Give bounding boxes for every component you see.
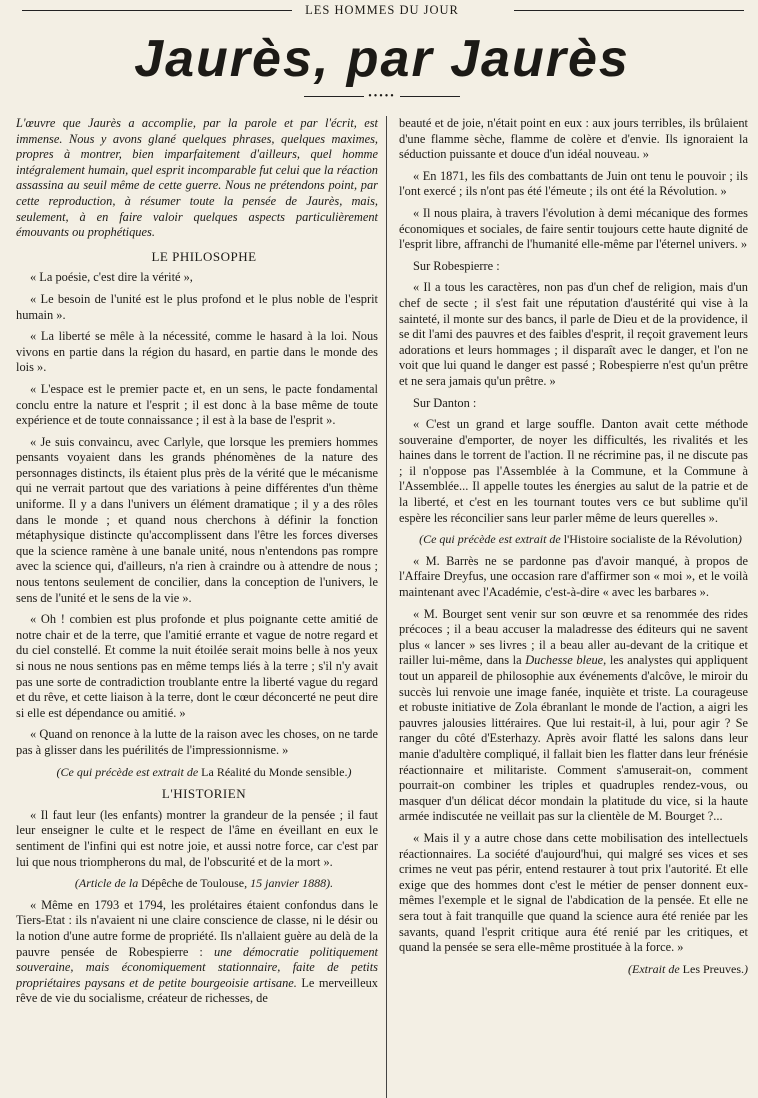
- quote-paragraph: « C'est un grand et large souffle. Danton avait cette méthode souveraine d'emporter, de noyer les difficultés, les rivalités et les haines dans le torrent de l'action. Il ne récrimine pas, il ne discute pas ; il n'oppose pas l'Assemblée à la Commune, et la Commune à l'Assemblée... Il appelle toutes les énergies au salut de la patrie et de la liberté, et c'est en les tournant toutes vers ce but sublime qu'il espère les réconcilier sans leur parler même de leurs querelles ».: [399, 417, 748, 525]
- source-prefix: (Extrait de: [628, 961, 683, 976]
- article-title: Jaurès, par Jaurès: [134, 30, 630, 88]
- source-title: Les Preuves.: [682, 961, 744, 976]
- source-note: [16, 876, 378, 892]
- source-prefix: (Ce qui précède est extrait de: [56, 764, 202, 779]
- header-rule-right: [514, 10, 744, 11]
- title-ornament: [16, 90, 748, 104]
- section-heading-philosophe: LE PHILOSOPHE: [151, 248, 257, 264]
- quote-paragraph: « Il faut leur (les enfants) montrer la grandeur de la pensée ; il faut leur enseigner le culte et le respect de l'âme en éveillant en eux le sentiment de l'infini qui est notre joie, et aussi notre force, car c'est par lui que nous triompherons du mal, de l'obscurité et de la mort ».: [16, 807, 378, 869]
- source-title: Dépêche de Toulouse: [141, 876, 245, 891]
- source-title: l'Histoire socialiste de la Révolution: [563, 532, 738, 547]
- quote-paragraph: beauté et de joie, n'était point en eux : aux jours terribles, ils brûlaient d'une flamme sèche, flamme de colère et d'envie. Ils ignoraient la séduction puissante et douce d'un idéal nouveau. »: [399, 116, 748, 162]
- section-heading-historien: L'HISTORIEN: [161, 786, 247, 802]
- quote-paragraph: « Oh ! combien est plus profonde et plus poignante cette amitié de notre chair et de la terre, que l'amitié errante et vague de notre regard et du ciel constellé. Et comme la nuit étoilée serait moins belle à nos yeux si nous ne nous sentions pas en même temps liés à la terre ; s'il n'y avait pas une sorte de contradiction troublante entre la liberté vague du regard et du rêve, et cette liaison à la terre, dont le cœur déconcerté ne peut dire si elle est dépendance ou amitié. »: [16, 612, 378, 720]
- quote-paragraph: [399, 607, 748, 825]
- text-run: Le merveilleux rêve de vie du socialisme, créateur de richesses, de: [16, 975, 378, 1006]
- running-head: [16, 0, 748, 22]
- ornament-line-right: [400, 96, 460, 97]
- quote-paragraph: « Je suis convaincu, avec Carlyle, que lorsque les premiers hommes pensants voyaient dans les grands phénomènes de la nature des personnages distincts, ils étaient plus près de la vérité que le mécanisme qui ne verrait partout que des variations à peine différentes d'un thème uniforme. Il y a dans l'univers un élément dramatique ; il y a des rôles dans le monde ; et quand nous cherchons à définir la fonction métaphysique distincte qu'accomplissent dans l'être les forces diverses que la science ramène à une banale unité, nous n'entendons pas rompre avec la science qui, d'ailleurs, n'a rien à craindre ou à attendre de nous ; nous tentons seulement de concilier, dans la conception de l'univers, le sens de l'unité et le sens de la vie ».: [16, 434, 378, 605]
- intro-paragraph: L'œuvre que Jaurès a accomplie, par la parole et par l'écrit, est immense. Nous y avons glané quelques phrases, quelques maximes, propres à montrer, bien imparfaitement d'ailleurs, quel homme intégralement humain, quel esprit incomparable fut celui que la réaction assassina au seuil même de cette guerre. Nous ne prétendons point, par cette reproduction, à résumer toute la pensée de Jaurès, mais, seulement, à en faire valoir quelques aspects particulièrement émouvants ou prophétiques.: [16, 116, 378, 240]
- quote-paragraph: « Mais il y a autre chose dans cette mobilisation des intellectuels réactionnaires. La société d'aujourd'hui, qui malgré ses vices et ses crimes ne veut pas périr, entend restaurer à tout prix l'autorité. Et elle exige que des hommes dont c'est le métier de penser donnent eux-mêmes l'exemple et le signal de l'abdication de la pensée. Et elle ne sera tout à fait tranquille que quand la science aura été reniée par les savants, quand l'esprit critique aura été renié par les critiques, et quand la pensée se sera elle-même prostituée à la force. »: [399, 830, 748, 955]
- right-column: [386, 116, 748, 1098]
- running-head-text: LES HOMMES DU JOUR: [305, 3, 459, 17]
- subheading-danton: Sur Danton :: [413, 395, 477, 410]
- quote-paragraph: « En 1871, les fils des combattants de Juin ont tenu le pouvoir ; ils l'ont exercé ; ils n'ont pas été l'émeute ; ils ont été la Révolution. »: [399, 168, 748, 199]
- ornament-line-left: [304, 96, 364, 97]
- quote-paragraph: « La liberté se mêle à la nécessité, comme le hasard à la loi. Nous vivons en partie dans la région du hasard, en partie dans le monde des lois ».: [16, 329, 378, 375]
- quote-paragraph: « La poésie, c'est dire la vérité »,: [30, 270, 193, 285]
- left-column: [16, 116, 386, 1098]
- quote-paragraph: « Il a tous les caractères, non pas d'un chef de religion, mais d'un chef de secte ; il s'est fait une réputation d'austérité qui vise à la sainteté, il monte sur des bancs, il parle de Dieu et de la providence, il se dit l'ami des pauvres et des faibles d'esprit, il reçoit gravement leurs adorations et leurs hommages ; il disparaît avec le danger, et l'on ne voit que lui quand le danger est passé ; Robespierre n'est qu'un prêtre et ne sera jamais qu'un prêtre. »: [399, 280, 748, 388]
- source-suffix: ): [744, 961, 748, 976]
- ornament-dots: •••••: [368, 91, 396, 102]
- source-note-end: [399, 962, 748, 978]
- text-run: « M. Bourget sent venir sur son œuvre et sa renommée des rides précoces ; il a beau accuser la maladresse des éditeurs qui ne savent plus « lancer » ses livres ; il a beau aller au-devant de la critique et railler lui-même, dans la: [399, 606, 748, 668]
- source-suffix: , 15 janvier 1888).: [244, 876, 334, 891]
- italic-run: Duchesse bleue: [525, 653, 604, 668]
- source-suffix: ): [737, 532, 742, 547]
- text-run: , les analystes qui appliquent tout un appareil de philosophie aux événements d'alcôve, le miroir du succès lui renvoie une image fanée, inquiète et triste. La courageuse et robuste initiative de Zola ébranlant le monde de l'action, a aigri les pauvres jalousies littéraires. Que lui restait-il, à lui, pour agir ? Se ranger du côté d'Esterhazy. Après avoir flatté les salons dans leur manie d'adultère compliqué, il fallait bien les flatter dans leur frénésie réactionnaire et militariste. Comment s'amuserait-on, comment pourrait-on combiner les triples et quadruples rendez-vous, ou masquer d'un délicat décor mondain la platitude du vice, si la haute armée indiscutée ne veillait pas sur la clientèle de M. Bourget ?...: [399, 653, 748, 824]
- source-note: [16, 765, 378, 781]
- quote-paragraph: « Il nous plaira, à travers l'évolution à demi mécanique des formes économiques et sociales, de faire sentir toujours cette haute dignité de l'esprit libre, affranchi de l'humanité elle-même par l'éternel univers. »: [399, 205, 748, 252]
- source-title: La Réalité du Monde sensible.: [201, 764, 348, 779]
- quote-paragraph: « Le besoin de l'unité est le plus profond et le plus noble de l'esprit humain ».: [16, 291, 378, 322]
- quote-paragraph: « M. Barrès ne se pardonne pas d'avoir manqué, à propos de l'Affaire Dreyfus, une occasion rare d'affirmer son « moi », et le voilà maintenant avec l'Académie, c'est-à-dire « avec les barbares ».: [399, 553, 748, 600]
- source-prefix: (Article de la: [74, 876, 142, 891]
- quote-paragraph: « L'espace est le premier pacte et, en un sens, le pacte fondamental conclu entre la nature et l'esprit ; il est donc à la base même de toute expérience et de toute connaissance ; il est à la base de l'esprit ».: [16, 381, 378, 428]
- subheading-robespierre: Sur Robespierre :: [413, 258, 500, 273]
- quote-paragraph: « Quand on renonce à la lutte de la raison avec les choses, on ne tarde pas à glisser dans les puérilités de l'impressionnisme. »: [16, 727, 378, 757]
- source-suffix: ): [347, 764, 352, 779]
- source-note: [399, 532, 748, 548]
- article-columns: [16, 116, 748, 1098]
- source-prefix: (Ce qui précède est extrait de: [419, 532, 564, 547]
- text-run: « Même en 1793 et 1794, les prolétaires étaient confondus dans le Tiers-Etat : ils n'avaient ni une claire conscience de classe, ni le désir ou la notion d'une autre forme de propriété. Ils n'allaient guère au delà de la pauvre pensée de Robespierre :: [16, 897, 378, 959]
- italic-run: une démocratie politiquement souveraine, mais économiquement stationnaire, faite de petits propriétaires paysans et de petite bourgeoisie artisane.: [16, 944, 378, 990]
- quote-paragraph: [16, 898, 378, 1007]
